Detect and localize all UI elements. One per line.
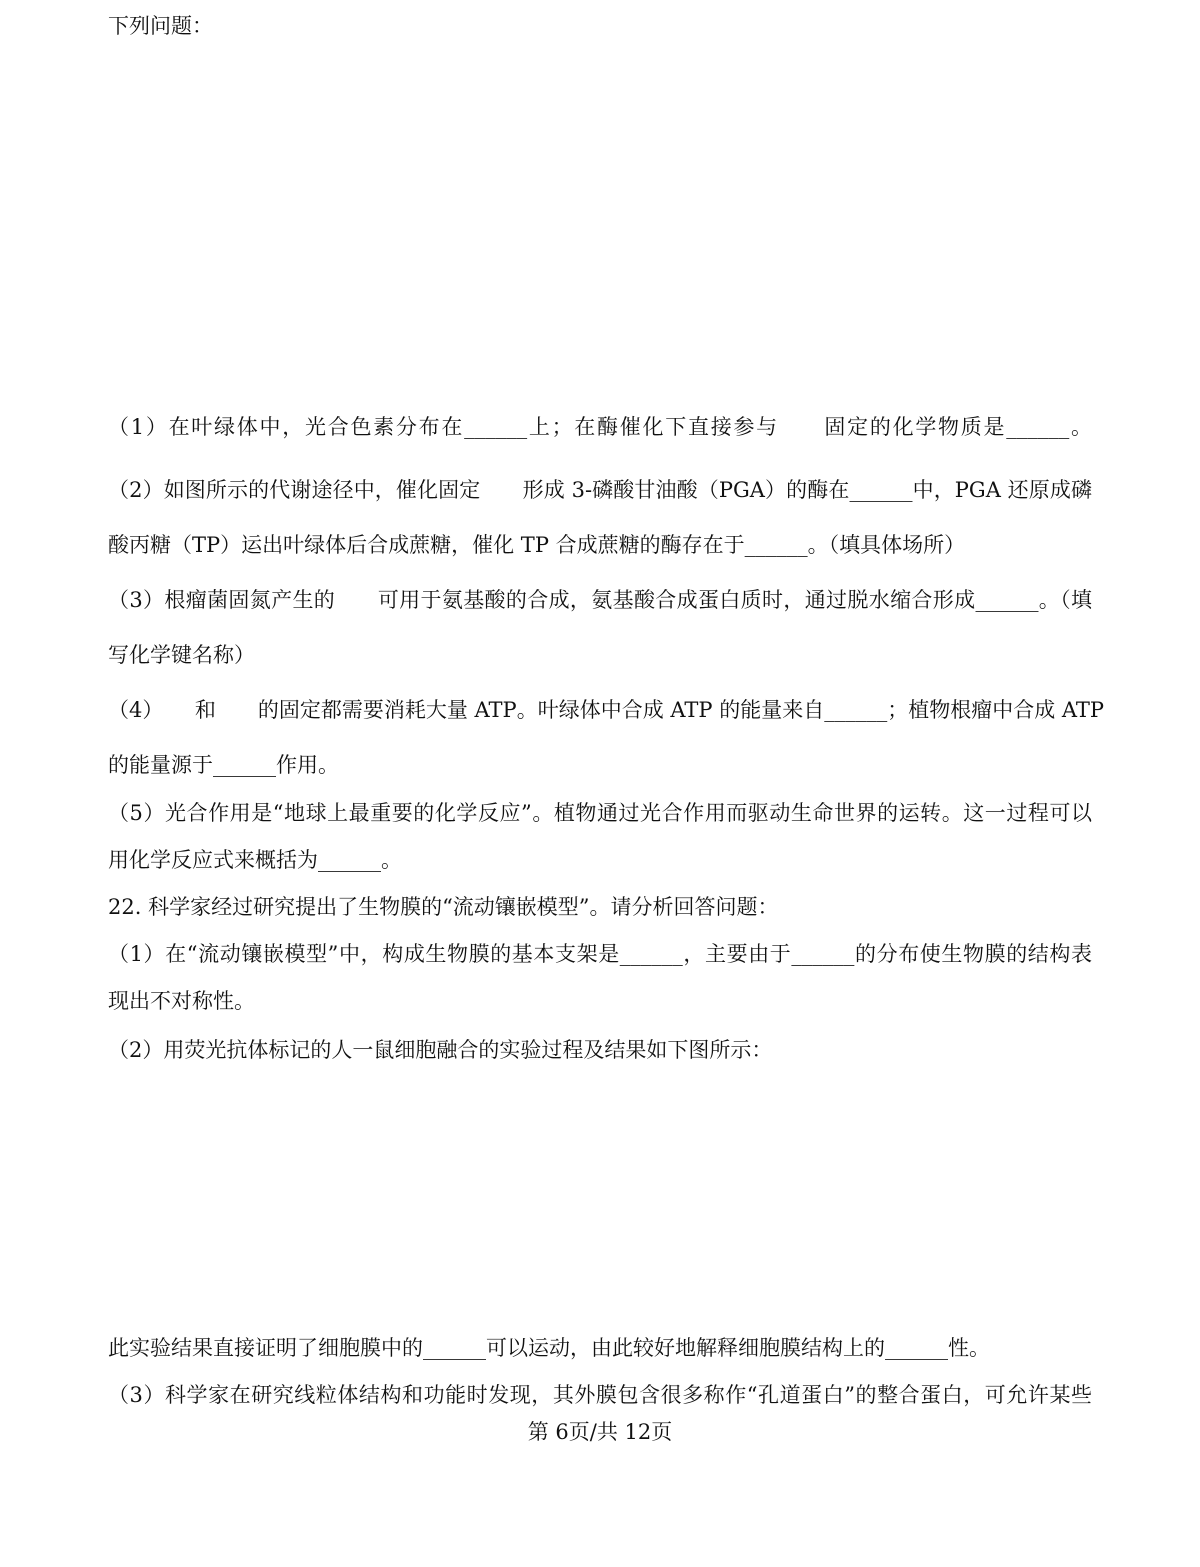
question-21-2-line1: （2）如图所示的代谢途径中，催化固定 形成 3-磷酸甘油酸（PGA）的酶在______中，PGA 还原成磷	[108, 478, 1092, 502]
question-21-2-line2: 酸丙糖（TP）运出叶绿体后合成蔗糖，催化 TP 合成蔗糖的酶存在于______。（填具体场所）	[108, 533, 966, 557]
question-21-5-line1: （5）光合作用是“地球上最重要的化学反应”。植物通过光合作用而驱动生命世界的运转。这一过程可以	[108, 801, 1092, 825]
question-21-4-line1: （4） 和 的固定都需要消耗大量 ATP。叶绿体中合成 ATP 的能量来自______；植物根瘤中合成 ATP	[108, 698, 1105, 722]
question-22-heading: 22. 科学家经过研究提出了生物膜的“流动镶嵌模型”。请分析回答问题：	[108, 895, 779, 919]
question-21-1: （1）在叶绿体中，光合色素分布在______上；在酶催化下直接参与 固定的化学物质是______。	[108, 415, 1092, 439]
page-footer: 第 6页/共 12页	[527, 1420, 673, 1444]
question-22-2-result: 此实验结果直接证明了细胞膜中的______可以运动，由此较好地解释细胞膜结构上的______性。	[108, 1336, 990, 1360]
question-22-1-line2: 现出不对称性。	[108, 989, 255, 1013]
question-21-3-line1: （3）根瘤菌固氮产生的 可用于氨基酸的合成，氨基酸合成蛋白质时，通过脱水缩合形成______。（填	[108, 588, 1092, 612]
metabolism-figure-area	[108, 50, 1092, 400]
question-22-1-line1: （1）在“流动镶嵌模型”中，构成生物膜的基本支架是______，主要由于______的分布使生物膜的结构表	[108, 942, 1092, 966]
question-22-2: （2）用荧光抗体标记的人一鼠细胞融合的实验过程及结果如下图所示：	[108, 1038, 773, 1062]
question-22-3: （3）科学家在研究线粒体结构和功能时发现，其外膜包含很多称作“孔道蛋白”的整合蛋白，可允许某些	[108, 1383, 1092, 1407]
cell-fusion-figure-area	[108, 1075, 1092, 1325]
question-21-4-line2: 的能量源于______作用。	[108, 753, 339, 777]
question-21-5-line2: 用化学反应式来概括为______。	[108, 848, 402, 872]
intro-line: 下列问题：	[108, 14, 213, 38]
question-21-3-line2: 写化学键名称）	[108, 643, 255, 667]
